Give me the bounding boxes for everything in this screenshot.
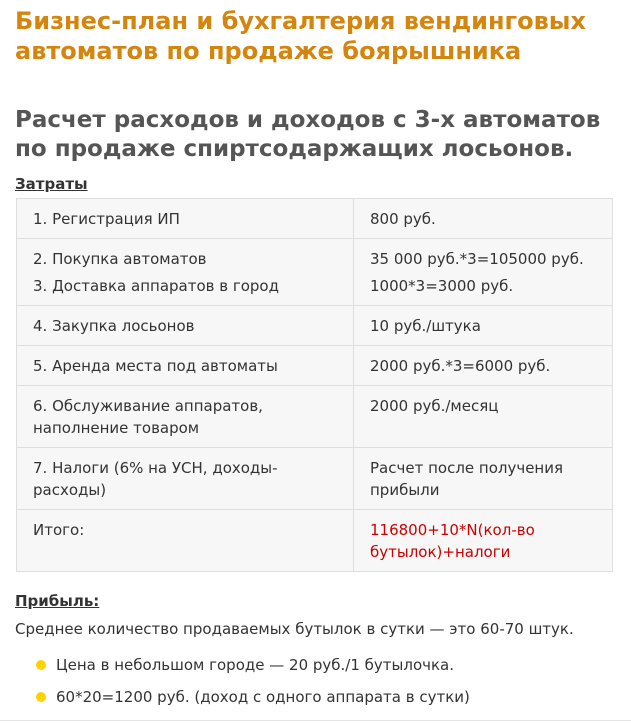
bullet-icon bbox=[36, 660, 46, 670]
total-value: 116800+10*N(кол-во бутылок)+налоги bbox=[370, 521, 535, 561]
table-cell bbox=[17, 346, 354, 386]
cost-value: 35 000 руб.*3=105000 руб. bbox=[370, 250, 584, 268]
costs-table bbox=[16, 198, 613, 572]
cost-item: 7. Налоги (6% на УСН, доходы-расходы) bbox=[33, 459, 278, 499]
section-title: Расчет расходов и доходов с 3-х автоматов по продаже спиртсодаржащих лосьонов. bbox=[15, 107, 601, 162]
cost-value: 2000 руб./месяц bbox=[370, 397, 499, 415]
cost-item: 2. Покупка автоматов bbox=[33, 250, 207, 268]
divider bbox=[0, 720, 631, 721]
table-cell bbox=[354, 346, 613, 386]
table-row bbox=[17, 346, 613, 386]
table-row bbox=[17, 306, 613, 346]
cost-value: 10 руб./штука bbox=[370, 317, 481, 335]
profit-label: Прибыль: bbox=[15, 592, 100, 610]
table-cell bbox=[354, 239, 613, 306]
cost-value: 1000*3=3000 руб. bbox=[370, 277, 514, 295]
list-item bbox=[15, 655, 625, 675]
cost-value: Расчет после получения прибыли bbox=[370, 459, 564, 499]
list-item bbox=[15, 687, 625, 707]
cost-item: 4. Закупка лосьонов bbox=[33, 317, 195, 335]
table-cell bbox=[17, 448, 354, 510]
total-label: Итого: bbox=[33, 521, 85, 539]
table-row bbox=[17, 386, 613, 448]
cost-item: 5. Аренда места под автоматы bbox=[33, 357, 278, 375]
cost-item: 6. Обслуживание аппаратов, наполнение товаром bbox=[33, 397, 263, 437]
list-item-text: 60*20=1200 руб. (доход с одного аппарата в сутки) bbox=[56, 688, 470, 706]
table-cell bbox=[17, 510, 354, 572]
table-cell bbox=[17, 199, 354, 239]
cost-value: 2000 руб.*3=6000 руб. bbox=[370, 357, 551, 375]
costs-label: Затраты bbox=[15, 175, 88, 193]
table-cell bbox=[354, 510, 613, 572]
table-cell bbox=[354, 199, 613, 239]
table-cell bbox=[17, 306, 354, 346]
table-cell bbox=[354, 386, 613, 448]
table-cell bbox=[17, 386, 354, 448]
table-cell bbox=[354, 306, 613, 346]
table-cell bbox=[17, 239, 354, 306]
bullet-icon bbox=[36, 692, 46, 702]
cost-item: 3. Доставка аппаратов в город bbox=[33, 277, 279, 295]
table-row bbox=[17, 239, 613, 306]
profit-paragraph: Среднее количество продаваемых бутылок в сутки — это 60-70 штук. bbox=[15, 620, 574, 638]
table-row bbox=[17, 448, 613, 510]
cost-item: 1. Регистрация ИП bbox=[33, 210, 180, 228]
list-item-text: Цена в небольшом городе — 20 руб./1 бутылочка. bbox=[56, 656, 455, 674]
table-row bbox=[17, 199, 613, 239]
page-title: Бизнес-план и бухгалтерия вендинговых автоматов по продаже боярышника bbox=[15, 7, 586, 65]
profit-list bbox=[15, 655, 625, 719]
table-row-total bbox=[17, 510, 613, 572]
table-cell bbox=[354, 448, 613, 510]
cost-value: 800 руб. bbox=[370, 210, 436, 228]
